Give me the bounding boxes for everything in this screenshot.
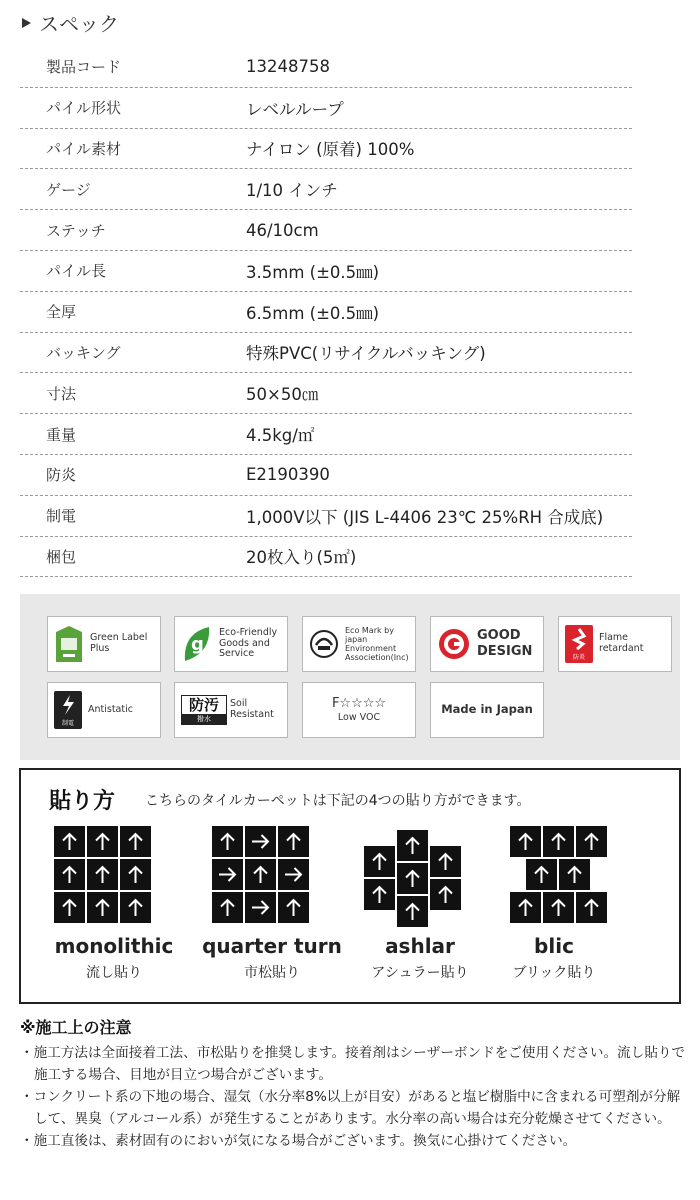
- spec-value: E2190390: [246, 465, 330, 485]
- spec-value: 1/10 インチ: [246, 181, 338, 201]
- spec-label: 梱包: [46, 547, 77, 566]
- tile-arrow-icon: [54, 826, 85, 857]
- notes-title: ※施工上の注意: [20, 1018, 132, 1037]
- tile-arrow-icon: [120, 859, 151, 890]
- tile-arrow-icon: [278, 826, 309, 857]
- cert-label: Antistatic: [88, 703, 133, 715]
- pattern-name: blic: [534, 934, 574, 958]
- spec-row: [20, 373, 632, 414]
- flame-mark: 防炎: [572, 654, 585, 661]
- antistatic-mark: 制電: [61, 720, 74, 727]
- spec-label: パイル素材: [46, 139, 122, 158]
- tile-arrow-icon: [54, 892, 85, 923]
- laying-methods-box: [19, 768, 681, 1004]
- eco-mark-icon: [309, 629, 339, 659]
- low-voc-icon: F☆☆☆☆: [331, 696, 387, 712]
- tile-arrow-icon: [510, 826, 541, 857]
- spec-row: [20, 169, 632, 210]
- spec-row: [20, 292, 632, 333]
- spec-row: [20, 129, 632, 170]
- spec-row: [20, 210, 632, 251]
- spec-value: 13248758: [246, 57, 330, 77]
- tile-arrow-icon: [212, 859, 243, 890]
- methods-title: 貼り方: [49, 789, 116, 814]
- note-item: ・コンクリート系の下地の場合、湿気（水分率8%以上が目安）があると塩ビ樹脂中に含まれる可塑剤が分解して、異臭（アルコール系）が発生することがあります。水分率の高い場合は充分乾燥させてください。: [20, 1089, 681, 1127]
- pattern-jp-name: アシュラー貼り: [371, 965, 469, 981]
- tile-arrow-icon: [430, 846, 461, 877]
- monolithic-pattern: [54, 826, 204, 926]
- tile-arrow-icon: [278, 859, 309, 890]
- spec-value: 特殊PVC(リサイクルバッキング): [246, 344, 486, 364]
- tile-arrow-icon: [526, 859, 557, 890]
- spec-row: [20, 537, 632, 578]
- cert-low-voc: [302, 682, 416, 738]
- cert-green-label: [47, 616, 161, 672]
- spec-value: レベルループ: [246, 99, 344, 119]
- note-item: ・施工直後は、素材固有のにおいが気になる場合がございます。換気に心掛けてください。: [20, 1133, 577, 1149]
- cert-flame-retardant: [558, 616, 672, 672]
- spec-value: 1,000V以下 (JIS L-4406 23℃ 25%RH 合成底): [246, 507, 604, 527]
- note-item: ・施工方法は全面接着工法、市松貼りを推奨します。接着剤はシーザーボンドをご使用ください。流し貼りで施工する場合、目地が目立つ場合がございます。: [20, 1045, 686, 1083]
- spec-value: ナイロン (原着) 100%: [246, 140, 415, 160]
- spec-label: 制電: [46, 507, 77, 526]
- pattern-name: ashlar: [385, 934, 455, 958]
- tile-arrow-icon: [510, 892, 541, 923]
- cert-label: Eco Mark by japan Environment Associetion(Inc): [345, 625, 409, 663]
- tile-arrow-icon: [397, 896, 428, 927]
- antistatic-icon: [54, 691, 82, 729]
- pattern-jp-name: 流し貼り: [86, 965, 142, 981]
- cert-label: GOOD DESIGN: [477, 627, 533, 659]
- brick-pattern: [510, 826, 660, 926]
- pattern-name: quarter turn: [202, 934, 342, 958]
- soil-resistant-icon: [181, 695, 227, 725]
- tile-arrow-icon: [245, 826, 276, 857]
- pattern-jp-name: 市松貼り: [244, 965, 300, 981]
- spec-label: 製品コード: [46, 58, 122, 77]
- spec-row: [20, 455, 632, 496]
- spec-value: 3.5mm (±0.5㎜): [246, 262, 380, 282]
- cert-soil-resistant: [174, 682, 288, 738]
- quarter-turn-pattern: [212, 826, 362, 926]
- spec-row: [20, 88, 632, 129]
- pattern-name: monolithic: [54, 934, 174, 958]
- spec-label: ステッチ: [46, 221, 106, 240]
- cert-good-design: [430, 616, 544, 672]
- cert-label: Eco-Friendly Goods and Service: [219, 626, 278, 660]
- spec-row: [20, 414, 632, 455]
- triangle-right-icon: [22, 18, 31, 28]
- soil-mark-bottom: 撥水: [182, 714, 226, 724]
- spec-label: 防炎: [46, 466, 77, 485]
- tile-arrow-icon: [430, 879, 461, 910]
- tile-arrow-icon: [543, 892, 574, 923]
- spec-label: パイル形状: [46, 99, 122, 118]
- ashlar-pattern: [364, 826, 514, 926]
- spec-row: [20, 47, 632, 88]
- cert-made-in-japan: [430, 682, 544, 738]
- tile-arrow-icon: [364, 846, 395, 877]
- spec-value: 20枚入り(5㎡): [246, 548, 357, 568]
- construction-notes: [20, 1015, 685, 1152]
- spec-label: 寸法: [46, 384, 77, 403]
- spec-value: 4.5kg/㎡: [246, 426, 315, 446]
- tile-arrow-icon: [576, 892, 607, 923]
- tile-arrow-icon: [278, 892, 309, 923]
- spec-label: 全厚: [46, 303, 77, 322]
- eco-friendly-icon: [181, 623, 213, 665]
- tile-arrow-icon: [212, 892, 243, 923]
- cert-antistatic: [47, 682, 161, 738]
- spec-heading-text: スペック: [39, 12, 119, 36]
- spec-label: 重量: [46, 425, 77, 444]
- tile-arrow-icon: [87, 859, 118, 890]
- cert-label: Low VOC: [337, 712, 381, 724]
- cert-label: Flame retardant: [599, 632, 644, 654]
- spec-table: [20, 47, 632, 577]
- spec-row: [20, 496, 632, 537]
- spec-value: 46/10cm: [246, 220, 319, 240]
- cert-label: Green Label Plus: [90, 632, 148, 654]
- tile-arrow-icon: [543, 826, 574, 857]
- tile-arrow-icon: [54, 859, 85, 890]
- tile-arrow-icon: [120, 826, 151, 857]
- methods-description: こちらのタイルカーペットは下記の4つの貼り方ができます。: [145, 793, 531, 809]
- good-design-icon: [437, 627, 471, 661]
- tile-arrow-icon: [245, 892, 276, 923]
- cert-eco-friendly: [174, 616, 288, 672]
- certification-panel: [20, 594, 680, 760]
- spec-label: パイル長: [46, 262, 107, 281]
- spec-row: [20, 333, 632, 374]
- tile-arrow-icon: [245, 859, 276, 890]
- spec-label: ゲージ: [46, 180, 91, 199]
- tile-arrow-icon: [87, 826, 118, 857]
- spec-value: 6.5mm (±0.5㎜): [246, 303, 380, 323]
- tile-arrow-icon: [397, 830, 428, 861]
- cert-label: Soil Resistant: [230, 698, 274, 720]
- tile-arrow-icon: [212, 826, 243, 857]
- pattern-jp-name: ブリック貼り: [512, 965, 596, 981]
- tile-arrow-icon: [576, 826, 607, 857]
- spec-heading: [22, 8, 119, 37]
- tile-arrow-icon: [364, 879, 395, 910]
- tile-arrow-icon: [120, 892, 151, 923]
- tile-arrow-icon: [559, 859, 590, 890]
- tile-arrow-icon: [397, 863, 428, 894]
- cert-label: Made in Japan: [441, 702, 533, 717]
- svg-text:g: g: [191, 634, 204, 655]
- cert-eco-mark: [302, 616, 416, 672]
- tile-arrow-icon: [87, 892, 118, 923]
- spec-value: 50×50㎝: [246, 385, 319, 405]
- spec-label: バッキング: [46, 343, 121, 362]
- flame-retardant-icon: [565, 625, 593, 663]
- soil-mark-top: 防汚: [188, 696, 219, 714]
- green-label-icon: [54, 624, 84, 664]
- spec-row: [20, 251, 632, 292]
